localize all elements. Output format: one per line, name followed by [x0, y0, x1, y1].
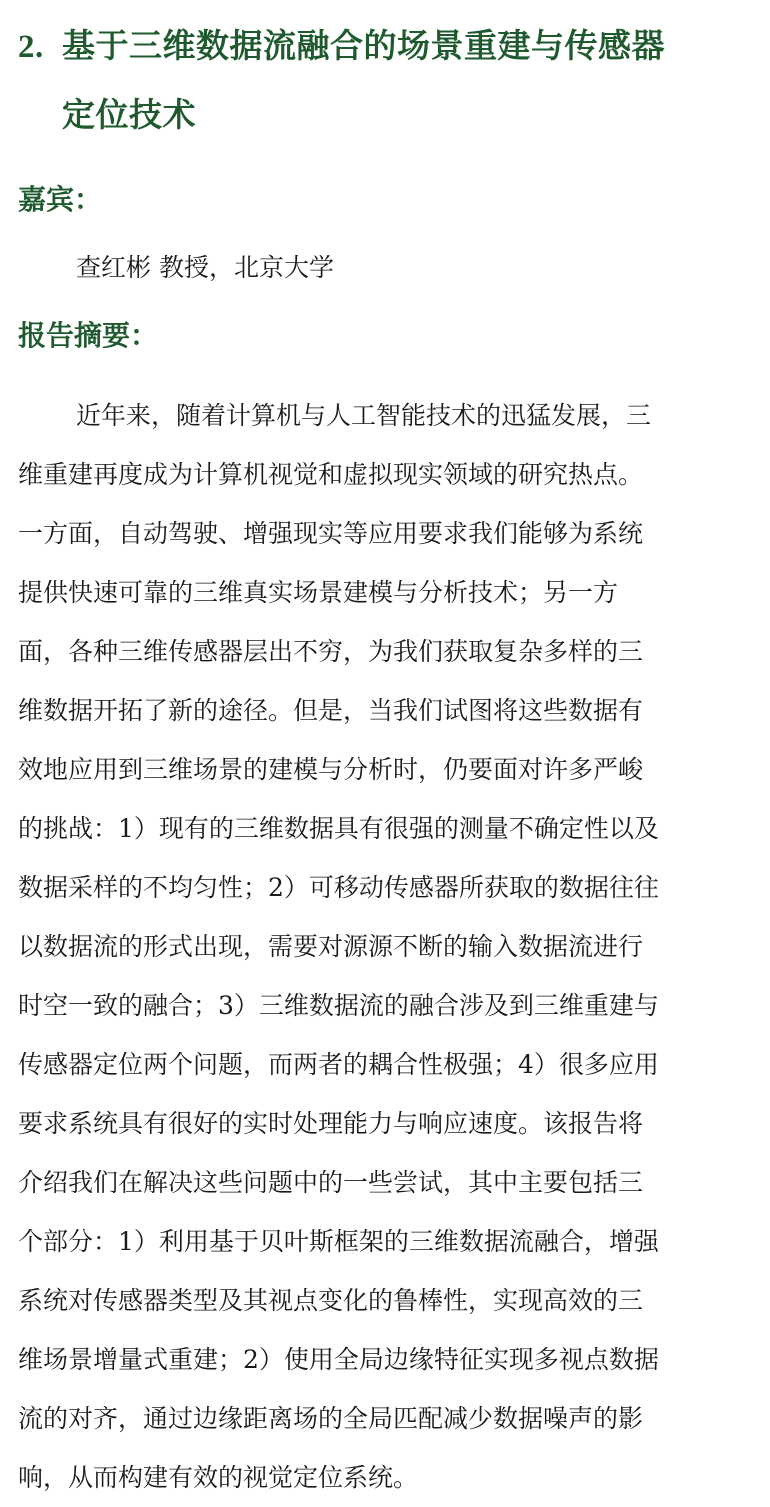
abstract-line: 传感器定位两个问题，而两者的耦合性极强；4）很多应用: [18, 1050, 659, 1079]
abstract-line: 介绍我们在解决这些问题中的一些尝试，其中主要包括三: [18, 1168, 644, 1197]
guest-name-affiliation: 查红彬 教授，北京大学: [76, 253, 334, 282]
abstract-body: [18, 386, 758, 1507]
section-number: 2.: [18, 29, 44, 65]
section-title: [18, 12, 763, 148]
abstract-line: 维数据开拓了新的途径。但是，当我们试图将这些数据有: [18, 696, 644, 725]
abstract-line: 近年来，随着计算机与人工智能技术的迅猛发展，三: [76, 401, 652, 430]
section-title-line-1: 基于三维数据流融合的场景重建与传感器: [62, 26, 665, 65]
abstract-line: 系统对传感器类型及其视点变化的鲁棒性，实现高效的三: [18, 1286, 644, 1315]
abstract-line: 以数据流的形式出现，需要对源源不断的输入数据流进行: [18, 932, 644, 961]
abstract-line: 维场景增量式重建；2）使用全局边缘特征实现多视点数据: [18, 1345, 659, 1374]
abstract-line: 个部分：1）利用基于贝叶斯框架的三维数据流融合，增强: [18, 1227, 659, 1256]
guest-heading: 嘉宾：: [18, 183, 103, 216]
abstract-line: 响，从而构建有效的视觉定位系统。: [18, 1463, 419, 1492]
abstract-line: 维重建再度成为计算机视觉和虚拟现实领域的研究热点。: [18, 460, 644, 489]
abstract-line: 效地应用到三维场景的建模与分析时，仍要面对许多严峻: [18, 755, 644, 784]
abstract-line: 一方面，自动驾驶、增强现实等应用要求我们能够为系统: [18, 519, 644, 548]
abstract-line: 提供快速可靠的三维真实场景建模与分析技术；另一方: [18, 578, 619, 607]
abstract-heading: 报告摘要：: [18, 319, 159, 352]
abstract-line: 流的对齐，通过边缘距离场的全局匹配减少数据噪声的影: [18, 1404, 644, 1433]
abstract-line: 数据采样的不均匀性；2）可移动传感器所获取的数据往往: [18, 873, 659, 902]
section-title-line-2: 定位技术: [62, 95, 196, 134]
abstract-line: 时空一致的融合；3）三维数据流的融合涉及到三维重建与: [18, 991, 659, 1020]
abstract-line: 的挑战：1）现有的三维数据具有很强的测量不确定性以及: [18, 814, 659, 843]
abstract-line: 面，各种三维传感器层出不穷，为我们获取复杂多样的三: [18, 637, 644, 666]
abstract-line: 要求系统具有很好的实时处理能力与响应速度。该报告将: [18, 1109, 644, 1138]
